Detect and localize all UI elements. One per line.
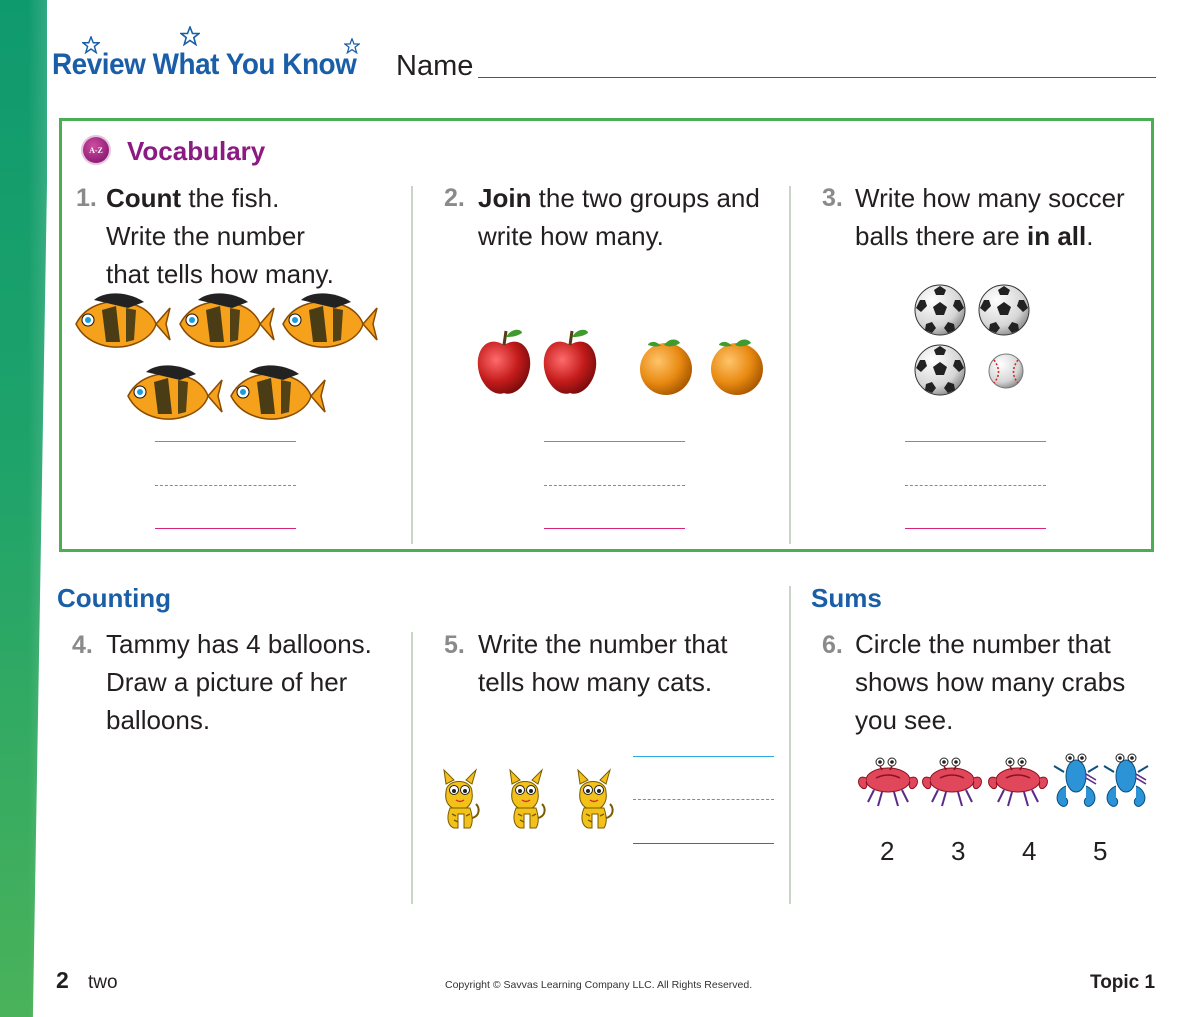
- answer-line-top[interactable]: [905, 441, 1046, 442]
- answer-line-middle: [544, 485, 685, 486]
- copyright-notice: Copyright © Savvas Learning Company LLC. All Rights Reserved.: [445, 979, 753, 991]
- sums-heading: Sums: [811, 583, 882, 613]
- keyword-in-all: in all: [1026, 221, 1087, 251]
- column-divider: [789, 586, 791, 904]
- question-text-part: balls there are: [855, 221, 1027, 251]
- fish-group-picture: [72, 288, 382, 428]
- question-text-line: balloons.: [106, 705, 211, 735]
- answer-choice-2[interactable]: 2: [880, 836, 895, 866]
- question-6-text: [855, 625, 1155, 739]
- question-3-text: [855, 179, 1150, 255]
- answer-choice-3[interactable]: 3: [951, 836, 966, 866]
- question-4-text: [106, 625, 406, 739]
- green-margin-band: [0, 0, 47, 1017]
- answer-line-top[interactable]: [544, 441, 685, 442]
- apples-and-oranges-picture: [470, 325, 770, 401]
- question-number: 2.: [444, 184, 465, 212]
- answer-line-bottom: [633, 843, 774, 844]
- answer-line-middle: [905, 485, 1046, 486]
- title-text: Review What You Know: [52, 48, 357, 81]
- a-z-badge-icon: A-Z: [83, 137, 109, 163]
- answer-choice-5[interactable]: 5: [1093, 836, 1108, 866]
- answer-line-bottom: [155, 528, 296, 529]
- question-text-line: write how many.: [478, 221, 664, 251]
- drawing-area[interactable]: [80, 740, 400, 900]
- question-5-text: [478, 625, 778, 701]
- star-icon: [180, 26, 200, 46]
- crabs-picture: [856, 750, 1154, 812]
- question-number: 3.: [822, 184, 843, 212]
- question-text-part: the fish.: [181, 183, 280, 213]
- question-number: 1.: [76, 184, 97, 212]
- question-number: 4.: [72, 631, 93, 659]
- page-number-word: two: [88, 972, 118, 993]
- soccer-balls-picture: [912, 284, 1032, 400]
- page-title: [52, 30, 372, 90]
- question-text-line: tells how many cats.: [478, 667, 713, 697]
- answer-line-bottom: [905, 528, 1046, 529]
- question-text-line: Tammy has 4 balloons.: [106, 629, 372, 659]
- answer-choice-4[interactable]: 4: [1022, 836, 1037, 866]
- answer-line-middle: [633, 799, 774, 800]
- question-1-text: [106, 179, 406, 293]
- question-text-line: shows how many crabs: [855, 667, 1126, 697]
- counting-heading: Counting: [57, 583, 172, 613]
- vocabulary-heading: Vocabulary: [127, 136, 266, 166]
- question-2-text: [478, 179, 778, 255]
- question-text-line: Circle the number that: [855, 629, 1111, 659]
- answer-line-top[interactable]: [633, 756, 774, 757]
- question-text-part: the two groups and: [531, 183, 760, 213]
- cats-picture: [432, 768, 622, 830]
- question-text-line: that tells how many.: [106, 259, 334, 289]
- question-number: 6.: [822, 631, 843, 659]
- name-field-line[interactable]: [478, 77, 1156, 78]
- column-divider: [789, 186, 791, 544]
- name-label: Name: [396, 50, 474, 82]
- page-number: 2: [56, 967, 69, 993]
- question-text-line: Write how many soccer: [855, 183, 1125, 213]
- question-number: 5.: [444, 631, 465, 659]
- question-text-part: .: [1086, 221, 1094, 251]
- answer-line-middle: [155, 485, 296, 486]
- question-text-line: Draw a picture of her: [106, 667, 348, 697]
- answer-line-top[interactable]: [155, 441, 296, 442]
- question-text-line: Write the number: [106, 221, 305, 251]
- column-divider: [411, 632, 413, 904]
- keyword-join: Join: [478, 183, 532, 213]
- keyword-count: Count: [106, 183, 182, 213]
- column-divider: [411, 186, 413, 544]
- topic-label: Topic 1: [1090, 972, 1156, 993]
- question-text-line: you see.: [855, 705, 954, 735]
- answer-line-bottom: [544, 528, 685, 529]
- question-text-line: Write the number that: [478, 629, 728, 659]
